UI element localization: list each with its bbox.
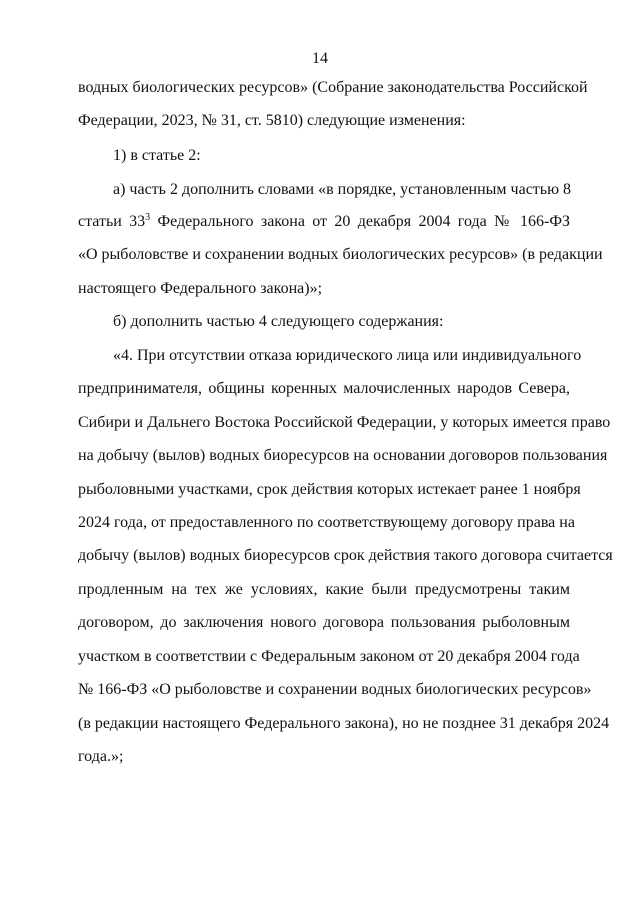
text-line: (в редакции настоящего Федерального закона), но не позднее 31 декабря 2024: [78, 715, 610, 732]
text-line: 1) в статье 2:: [113, 147, 201, 164]
text-line: продленным на тех же условиях, какие были предусмотрены таким: [78, 581, 570, 598]
text-line: добычу (вылов) водных биоресурсов срок действия такого договора считается: [78, 547, 613, 564]
text-line: настоящего Федерального закона)»;: [78, 280, 323, 297]
text-line: 2024 года, от предоставленного по соответствующему договору права на: [78, 514, 575, 531]
text-line: «4. При отсутствии отказа юридического лица или индивидуального: [113, 347, 582, 364]
text-line: «О рыболовстве и сохранении водных биологических ресурсов» (в редакции: [78, 246, 603, 263]
page-number: 14: [312, 50, 328, 67]
text-line: Федерации, 2023, № 31, ст. 5810) следующие изменения:: [78, 112, 466, 129]
text-fragment: статьи 33: [78, 213, 146, 230]
superscript: 3: [145, 212, 151, 223]
text-line: года.»;: [78, 748, 124, 765]
text-line: Сибири и Дальнего Востока Российской Федерации, у которых имеется право: [78, 414, 611, 431]
text-line: договором, до заключения нового договора пользования рыболовным: [78, 614, 570, 631]
text-line: рыболовными участками, срок действия которых истекает ранее 1 ноября: [78, 481, 581, 498]
text-line: предпринимателя, общины коренных малочисленных народов Севера,: [78, 380, 570, 397]
text-line: а) часть 2 дополнить словами «в порядке, установленным частью 8: [113, 181, 572, 198]
text-line: б) дополнить частью 4 следующего содержания:: [113, 313, 444, 330]
text-fragment: Федерального закона от 20 декабря 2004 года № 166-ФЗ: [150, 213, 571, 230]
text-line: на добычу (вылов) водных биоресурсов на основании договоров пользования: [78, 447, 608, 464]
text-line: водных биологических ресурсов» (Собрание законодательства Российской: [78, 79, 588, 96]
text-line: участком в соответствии с Федеральным законом от 20 декабря 2004 года: [78, 648, 580, 665]
text-line: № 166-ФЗ «О рыболовстве и сохранении водных биологических ресурсов»: [78, 681, 592, 698]
text-line-with-superscript: [78, 212, 570, 232]
